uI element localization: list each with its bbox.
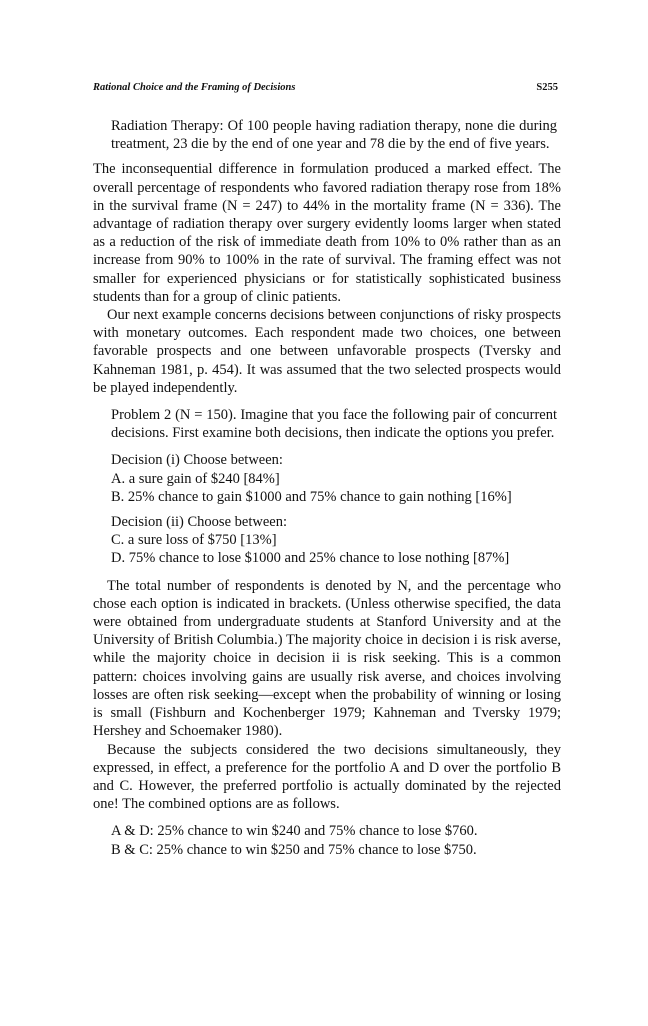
option-d: D. 75% chance to lose $1000 and 25% chance to lose nothing [87%]: [111, 550, 510, 567]
decision-i-heading: Decision (i) Choose between:: [111, 452, 283, 469]
paragraph-next-example: Our next example concerns decisions between conjunctions of risky prospects with monetary outcomes. Each respondent made two choices, one between favorable prospects and one between unfavorable prospects (Tversky and Kahneman 1981, p. 454). It was assumed that the two selected prospects would be played independently.: [93, 307, 561, 396]
option-b: B. 25% chance to gain $1000 and 75% chance to gain nothing [16%]: [111, 488, 512, 505]
running-head: [93, 82, 558, 93]
option-c: C. a sure loss of $750 [13%]: [111, 532, 277, 549]
combined-options: [111, 822, 561, 858]
paragraph-portfolio: Because the subjects considered the two decisions simultaneously, they expressed, in effect, a preference for the portfolio A and D over the portfolio B and C. However, the preferred portfolio is actually dominated by the rejected one! The combined options are as follows.: [93, 741, 561, 813]
combined-option-bc: B & C: 25% chance to win $250 and 75% chance to lose $750.: [111, 841, 477, 858]
decision-ii-heading: Decision (ii) Choose between:: [111, 514, 287, 531]
paragraph-respondents: The total number of respondents is denoted by N, and the percentage who chose each option is indicated in brackets. (Unless otherwise specified, the data were obtained from undergraduate students at Stanford University and at the University of British Columbia.) The majority choice in decision i is risk averse, while the majority choice in decision ii is risk seeking. This is a common pattern: choices involving gains are usually risk averse, and choices involving losses are often risk seeking—except when the probability of winning or losing is small (Fishburn and Kochenberger 1979; Kahneman and Tversky 1979; Hershey and Schoemaker 1980).: [93, 577, 561, 740]
paragraph-framing-effect: The inconsequential difference in formulation produced a marked effect. The overall percentage of respondents who favored radiation therapy rose from 18% in the survival frame (N = 247) to 44% in the mortality frame (N = 336). The advantage of radiation therapy over surgery evidently looms larger when stated as a reduction of the risk of immediate death from 10% to 0% rather than as an increase from 90% to 100% in the rate of survival. The framing effect was not smaller for experienced physicians or for statistically sophisticated business students than for a group of clinic patients.: [93, 161, 561, 305]
combined-option-ad: A & D: 25% chance to win $240 and 75% chance to lose $760.: [111, 823, 478, 840]
radiation-therapy-quote: Radiation Therapy: Of 100 people having radiation therapy, none die during treatment, 23 die by the end of one year and 78 die by the end of five years.: [111, 118, 557, 153]
decision-i-block: [111, 451, 561, 506]
option-a: A. a sure gain of $240 [84%]: [111, 470, 280, 487]
decision-ii-block: [111, 513, 561, 568]
article-body: [93, 117, 561, 859]
problem-2-statement: Problem 2 (N = 150). Imagine that you face the following pair of concurrent decisions. First examine both decisions, then indicate the options you prefer.: [111, 407, 557, 442]
page-number: S255: [536, 82, 558, 93]
running-head-title: Rational Choice and the Framing of Decisions: [93, 82, 296, 93]
